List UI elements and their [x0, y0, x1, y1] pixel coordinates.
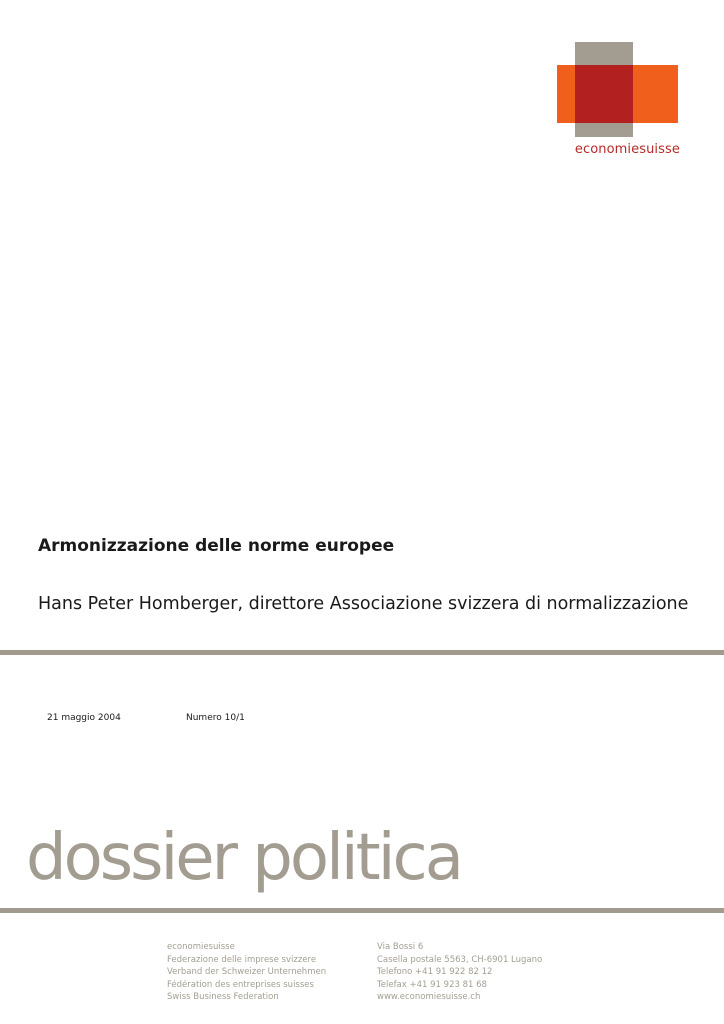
footer-website-link[interactable]: www.economiesuisse.ch	[377, 992, 481, 1002]
logo-wordmark: economiesuisse	[574, 142, 680, 157]
footer-address: Via Bossi 6	[377, 942, 424, 952]
document-author: Hans Peter Homberger, direttore Associazione svizzera di normalizzazione	[38, 594, 689, 614]
divider-bottom	[0, 908, 724, 913]
divider-top	[0, 650, 724, 655]
footer-org-line: Swiss Business Federation	[167, 992, 279, 1002]
footer-org-line: Fédération des entreprises suisses	[167, 979, 314, 990]
footer-org-line: Federazione delle imprese svizzere	[167, 954, 317, 965]
footer-contact	[377, 941, 542, 1004]
footer-organization	[167, 941, 326, 1004]
footer-org-line: Verband der Schweizer Unternehmen	[167, 967, 327, 977]
series-title: dossier politica	[26, 821, 461, 895]
document-title: Armonizzazione delle norme europee	[38, 536, 395, 556]
footer-phone: Telefono +41 91 922 82 12	[377, 967, 493, 977]
footer-postbox: Casella postale 5563, CH-6901 Lugano	[377, 954, 543, 965]
swiss-cross-logo-icon	[557, 42, 678, 137]
publication-date: 21 maggio 2004	[47, 713, 121, 723]
logo-overlap-square	[575, 65, 633, 123]
issue-number: Numero 10/1	[186, 713, 245, 723]
footer-fax: Telefax +41 91 923 81 68	[377, 979, 487, 990]
footer-org-line: economiesuisse	[167, 942, 235, 952]
